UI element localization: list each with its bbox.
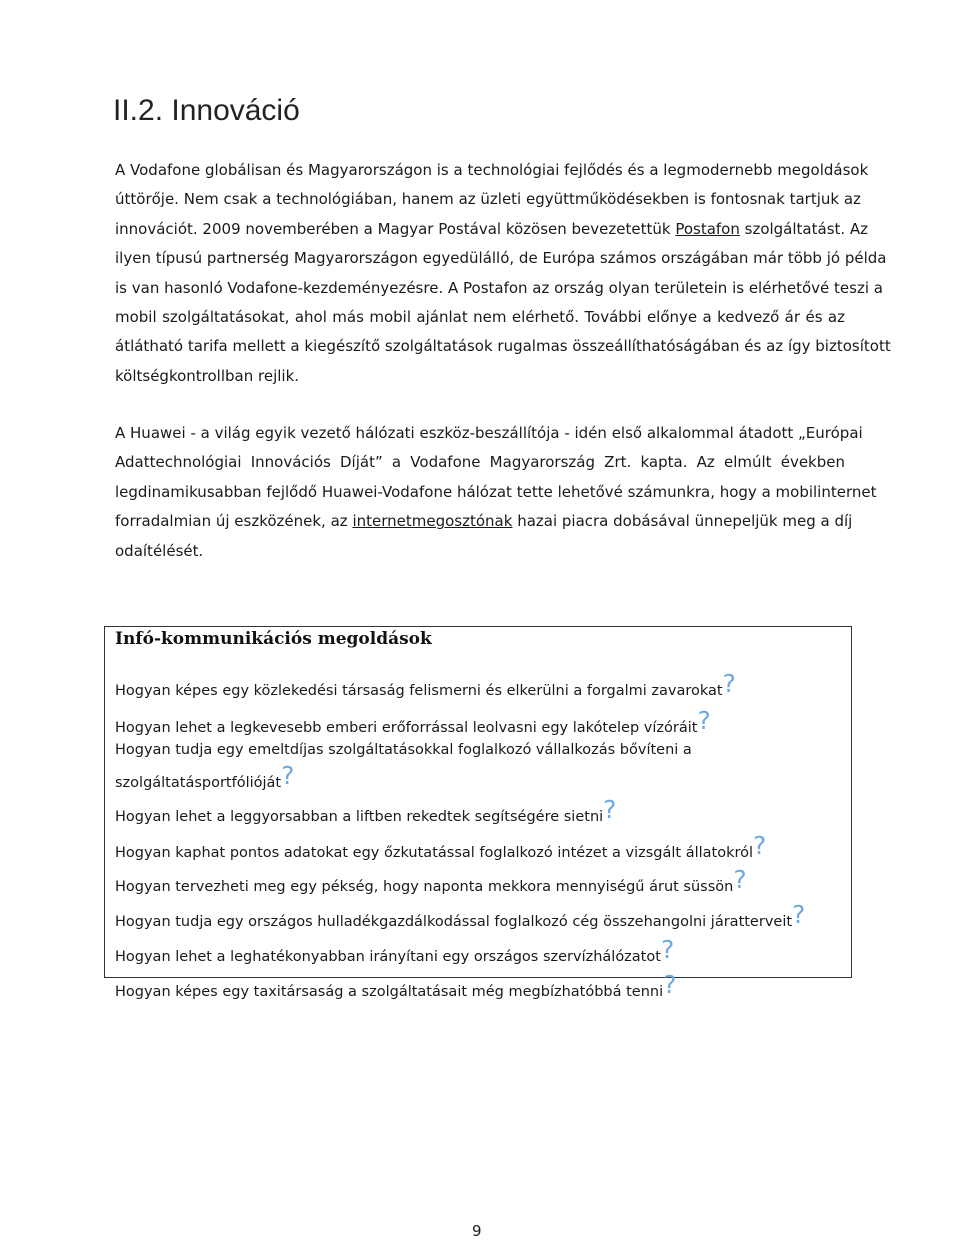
question-mark-icon: ?	[792, 900, 806, 929]
paragraph-line: ilyen típusú partnerség Magyarországon egyedülálló, de Európa számos országában már több jó példa	[115, 249, 887, 268]
paragraph-text: forradalmian új eszközének, az	[115, 512, 353, 531]
paragraph-line	[115, 215, 869, 244]
paragraph-line	[115, 507, 853, 536]
question-mark-icon: ?	[663, 970, 677, 999]
question-mark-icon: ?	[733, 865, 747, 894]
paragraph-line: átlátható tarifa mellett a kiegészítő szolgáltatások rugalmas összeállíthatóságában és az így biztosított	[115, 337, 891, 356]
paragraph-line: is van hasonló Vodafone-kezdeményezésre. A Postafon az ország olyan területein is elérhetővé teszi a	[115, 278, 883, 297]
paragraph-vodafone-innovation	[115, 156, 891, 391]
question-item	[115, 935, 675, 965]
question-text: Hogyan lehet a leggyorsabban a liftben rekedtek segítségére sietni	[115, 809, 604, 825]
paragraph-line: odaítélését.	[115, 541, 204, 560]
paragraph-line: legdinamikusabban fejlődő Huawei-Vodafone hálózat tette lehetővé számunkra, hogy a mobilinternet	[115, 482, 877, 501]
question-item	[115, 706, 711, 736]
section-title: II.2. Innováció	[113, 94, 300, 127]
paragraph-line: Adattechnológiai Innovációs Díját” a Vodafone Magyarország Zrt. kapta. Az elmúlt években	[115, 453, 845, 472]
question-item: Hogyan tudja egy emeltdíjas szolgáltatásokkal foglalkozó vállalkozás bővíteni a	[115, 742, 692, 758]
question-mark-icon: ?	[603, 795, 617, 824]
paragraph-line: A Vodafone globálisan és Magyarországon is a technológiai fejlődés és a legmodernebb megoldások	[115, 161, 869, 179]
question-item	[115, 795, 617, 825]
box-title: Infó-kommunikációs megoldások	[115, 629, 432, 649]
paragraph-huawei-award	[115, 419, 877, 566]
page-number: 9	[472, 1222, 482, 1240]
paragraph-line: úttörője. Nem csak a technológiában, hanem az üzleti együttműködésekben is fontosnak tartjuk az	[115, 190, 861, 209]
question-item	[115, 831, 767, 861]
question-text: szolgáltatásportfólióját	[115, 775, 282, 791]
paragraph-line: A Huawei - a világ egyik vezető hálózati eszköz-beszállítója - idén első alkalommal átadott „Európai	[115, 424, 863, 442]
question-item	[115, 865, 747, 895]
question-text: Hogyan képes egy taxitársaság a szolgáltatásait még megbízhatóbbá tenni	[115, 984, 664, 1000]
question-mark-icon: ?	[281, 761, 295, 790]
question-item	[115, 669, 736, 699]
question-text: Hogyan lehet a leghatékonyabban irányítani egy országos szervízhálózatot	[115, 949, 661, 965]
paragraph-text: szolgáltatást. Az	[739, 219, 869, 238]
question-mark-icon: ?	[660, 935, 675, 964]
paragraph-text: innovációt. 2009 novemberében a Magyar Postával közösen bevezetettük	[115, 219, 676, 238]
question-item	[115, 900, 806, 930]
paragraph-line: mobil szolgáltatásokat, ahol más mobil ajánlat nem elérhető. További előnye a kedvező ár és az	[115, 308, 845, 327]
question-text: Hogyan tudja egy országos hulladékgazdálkodással foglalkozó cég összehangolni járatterveit	[115, 914, 793, 930]
question-item	[115, 761, 295, 791]
question-text: Hogyan kaphat pontos adatokat egy őzkutatással foglalkozó intézet a vizsgált állatokról	[115, 845, 754, 861]
question-item	[115, 970, 677, 1000]
paragraph-text: hazai piacra dobásával ünnepeljük meg a díj	[512, 512, 853, 531]
question-mark-icon: ?	[697, 706, 711, 735]
postafon-link[interactable]: Postafon	[675, 219, 740, 238]
infocommunication-solutions-box	[104, 626, 852, 1000]
paragraph-line: költségkontrollban rejlik.	[115, 366, 300, 385]
question-mark-icon: ?	[722, 669, 736, 698]
question-text: Hogyan lehet a legkevesebb emberi erőforrással leolvasni egy lakótelep vízóráit	[115, 720, 698, 736]
question-text: Hogyan képes egy közlekedési társaság felismerni és elkerülni a forgalmi zavarokat	[115, 683, 723, 699]
question-mark-icon: ?	[753, 831, 767, 860]
internetmegoszto-link[interactable]: internetmegosztónak	[352, 512, 513, 531]
question-text: Hogyan tervezheti meg egy pékség, hogy naponta mekkora mennyiségű árut süssön	[115, 879, 734, 895]
